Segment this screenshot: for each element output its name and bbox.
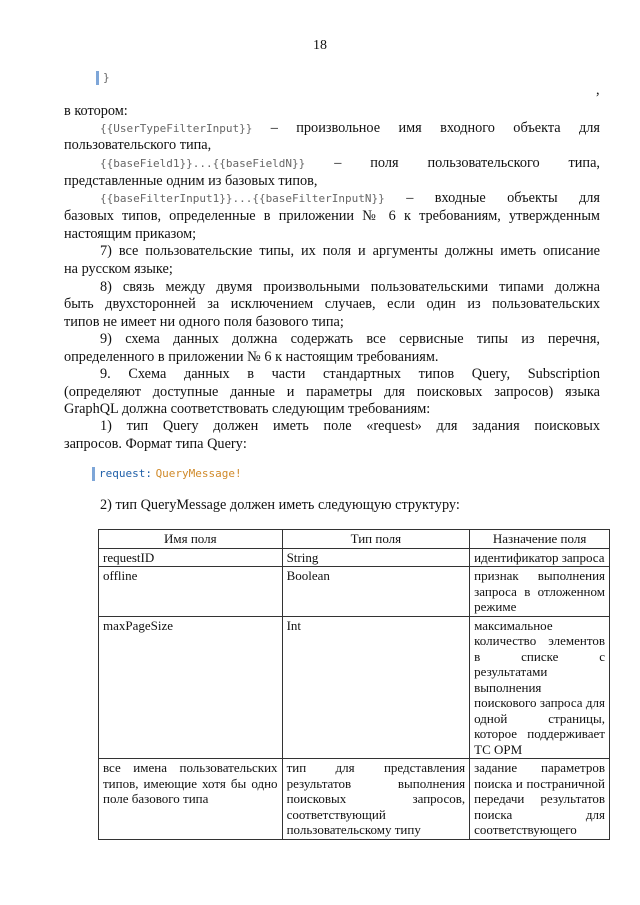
req-1: 1) тип Query должен иметь поле «request» для задания поисковых — [100, 418, 600, 434]
item-basefilter-end: настоящим приказом; — [64, 226, 197, 242]
trailing-comma: , — [596, 82, 600, 98]
item-usertype: {{UserTypeFilterInput}} – произвольное имя входного объекта для — [100, 120, 601, 136]
point-9: 9) схема данных должна содержать все сервисные типы из перечня, — [100, 331, 600, 347]
table-header-cell: Имя поля — [99, 530, 283, 549]
item-basefield: {{baseField1}}...{{baseFieldN}} – поля пользовательского типа, — [100, 155, 600, 171]
section-9: 9. Схема данных в части стандартных типов Query, Subscription — [100, 366, 600, 382]
page-number: 18 — [313, 38, 327, 53]
table-cell: String — [282, 548, 470, 567]
table-cell: задание параметров поиска и постраничной передачи результатов поиска для соответствующего — [470, 759, 610, 840]
table-cell: тип для представления результатов выполнения поисковых запросов, соответствующий пользовательскому типу — [282, 759, 470, 840]
req-2: 2) тип QueryMessage должен иметь следующую структуру: — [100, 497, 460, 513]
code-block-close — [96, 69, 110, 86]
section-9-end: GraphQL должна соответствовать следующим требованиям: — [64, 401, 431, 417]
querymessage-table — [98, 529, 610, 840]
table-cell: Int — [282, 616, 470, 759]
point-8: 8) связь между двумя произвольными пользовательскими типами должна — [100, 279, 600, 295]
table-cell: Boolean — [282, 567, 470, 617]
table-row — [99, 759, 610, 840]
table-cell: maxPageSize — [99, 616, 283, 759]
table-cell: все имена пользовательских типов, имеющие хотя бы одно поле базового типа — [99, 759, 283, 840]
item-basefilter: {{baseFilterInput1}}...{{baseFilterInputN}} – входные объекты для — [100, 190, 600, 206]
section-9-cont: (определяют доступные данные и параметры для поисковых запросов) языка — [64, 384, 600, 400]
table-cell: offline — [99, 567, 283, 617]
req-1-cont: запросов. Формат типа Query: — [64, 436, 247, 452]
table-row — [99, 567, 610, 617]
table-header-cell: Назначение поля — [470, 530, 610, 549]
item-basefield-cont: представленные одним из базовых типов, — [64, 173, 318, 189]
table-cell: максимальное количество элементов в списке с результатами выполнения поискового запроса для одной страницы, которое поддерживает ТС ОРМ — [470, 616, 610, 759]
point-8-cont: быть двухсторонней за исключением случаев, если один из пользовательских — [64, 296, 600, 312]
point-9-cont: определенного в приложении № 6 к настоящим требованиям. — [64, 349, 439, 365]
table-row — [99, 616, 610, 759]
table-row — [99, 548, 610, 567]
code-field-name: request: — [99, 467, 152, 480]
table-cell: requestID — [99, 548, 283, 567]
code-close-brace: } — [103, 71, 110, 84]
code-bar-icon — [92, 467, 95, 481]
table-cell: идентификатор запроса — [470, 548, 610, 567]
table-header-cell: Тип поля — [282, 530, 470, 549]
point-7: 7) все пользовательские типы, их поля и аргументы должны иметь описание — [100, 243, 600, 259]
table-cell: признак выполнения запроса в отложенном режиме — [470, 567, 610, 617]
point-8-end: типов не имеет ни одного поля базового типа; — [64, 314, 344, 330]
item-usertype-cont: пользовательского типа, — [64, 137, 212, 153]
intro-text: в котором: — [64, 103, 128, 119]
item-basefilter-cont: базовых типов, определенные в приложении № 6 к требованиям, утвержденным — [64, 208, 600, 224]
point-7-cont: на русском языке; — [64, 261, 173, 277]
code-field-type: QueryMessage! — [155, 467, 242, 480]
code-query — [92, 465, 242, 482]
table-header-row — [99, 530, 610, 549]
code-bar-icon — [96, 71, 99, 85]
